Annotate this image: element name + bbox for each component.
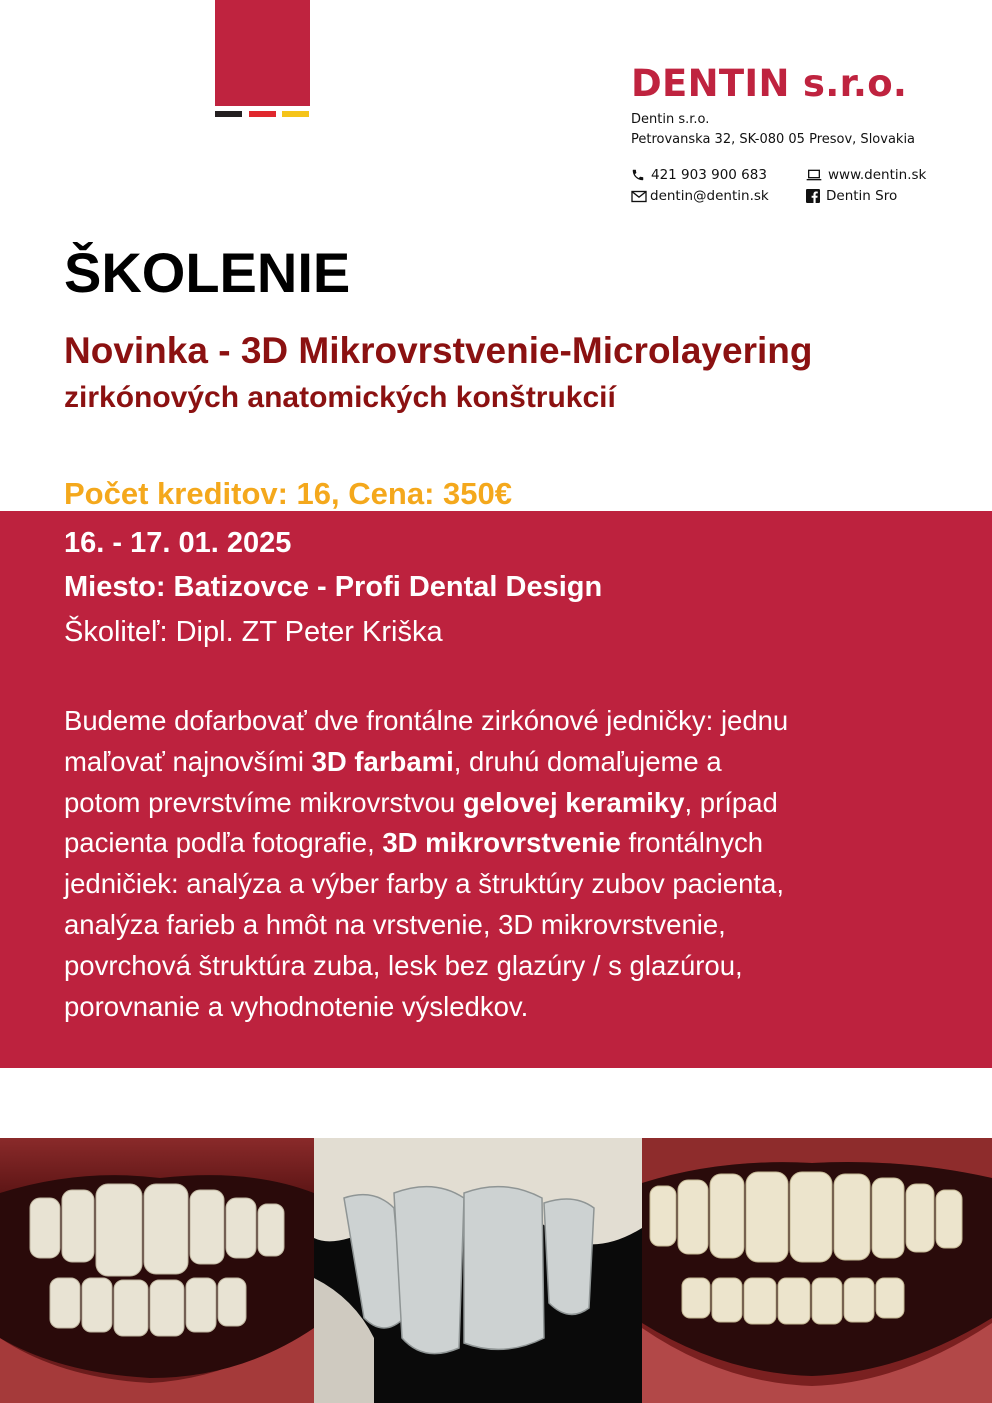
description-line: jedničiek: analýza a výber farby a štruktúry zubov pacienta, [64, 868, 784, 900]
logo-stripe-red [249, 111, 276, 117]
highlight: 3D mikrovrstvenie [382, 827, 621, 859]
contact-phone[interactable] [631, 165, 767, 185]
logo-stripe-yellow [282, 111, 309, 117]
course-title: Novinka - 3D Mikrovrstvenie-Microlayering [64, 330, 813, 371]
logo-block [215, 0, 310, 106]
crowns-model-photo [314, 1138, 642, 1403]
website-link: www.dentin.sk [828, 167, 927, 183]
teeth-before-photo [0, 1138, 314, 1403]
event-band [0, 511, 992, 1068]
highlight: gelovej keramiky [462, 786, 685, 818]
contact-email[interactable] [631, 186, 769, 206]
logo-stripe-black [215, 111, 242, 117]
mail-icon [631, 190, 647, 203]
course-subtitle: zirkónových anatomických konštrukcií [64, 381, 616, 414]
course-description [64, 701, 964, 1027]
contact-facebook[interactable] [806, 186, 897, 206]
phone-number: 421 903 900 683 [651, 167, 767, 183]
description-line: porovnanie a vyhodnotenie výsledkov. [64, 990, 529, 1022]
company-name: DENTIN s.r.o. [631, 62, 908, 105]
company-address: Petrovanska 32, SK-080 05 Presov, Slovakia [631, 132, 916, 147]
event-date: 16. - 17. 01. 2025 [64, 527, 292, 559]
contact-website[interactable] [806, 165, 926, 185]
facebook-name: Dentin Sro [826, 188, 898, 204]
photo-strip [0, 1138, 992, 1403]
facebook-icon [806, 189, 820, 203]
email-address: dentin@dentin.sk [650, 188, 769, 204]
teeth-after-photo [642, 1138, 992, 1403]
description-line: potom prevrstvíme mikrovrstvou gelovej keramiky, prípad [64, 786, 778, 818]
description-line: Budeme dofarbovať dve frontálne zirkónové jedničky: jednu [64, 705, 789, 736]
description-line: povrchová štruktúra zuba, lesk bez glazúry / s glazúrou, [64, 949, 743, 981]
event-trainer: Školiteľ: Dipl. ZT Peter Kriška [64, 616, 443, 648]
laptop-icon [806, 168, 822, 182]
description-line: analýza farieb a hmôt na vrstvenie, 3D mikrovrstvenie, [64, 908, 726, 940]
page-title: ŠKOLENIE [64, 241, 351, 304]
credits-price: Počet kreditov: 16, Cena: 350€ [64, 476, 512, 511]
company-info [631, 62, 915, 150]
description-line: maľovať najnovšími 3D farbami, druhú domaľujeme a [64, 745, 722, 777]
event-place: Miesto: Batizovce - Profi Dental Design [64, 571, 603, 603]
phone-icon [631, 168, 645, 182]
description-line: pacienta podľa fotografie, 3D mikrovrstvenie frontálnych [64, 827, 764, 859]
company-legal-name: Dentin s.r.o. [631, 112, 710, 127]
highlight: 3D farbami [311, 745, 454, 777]
